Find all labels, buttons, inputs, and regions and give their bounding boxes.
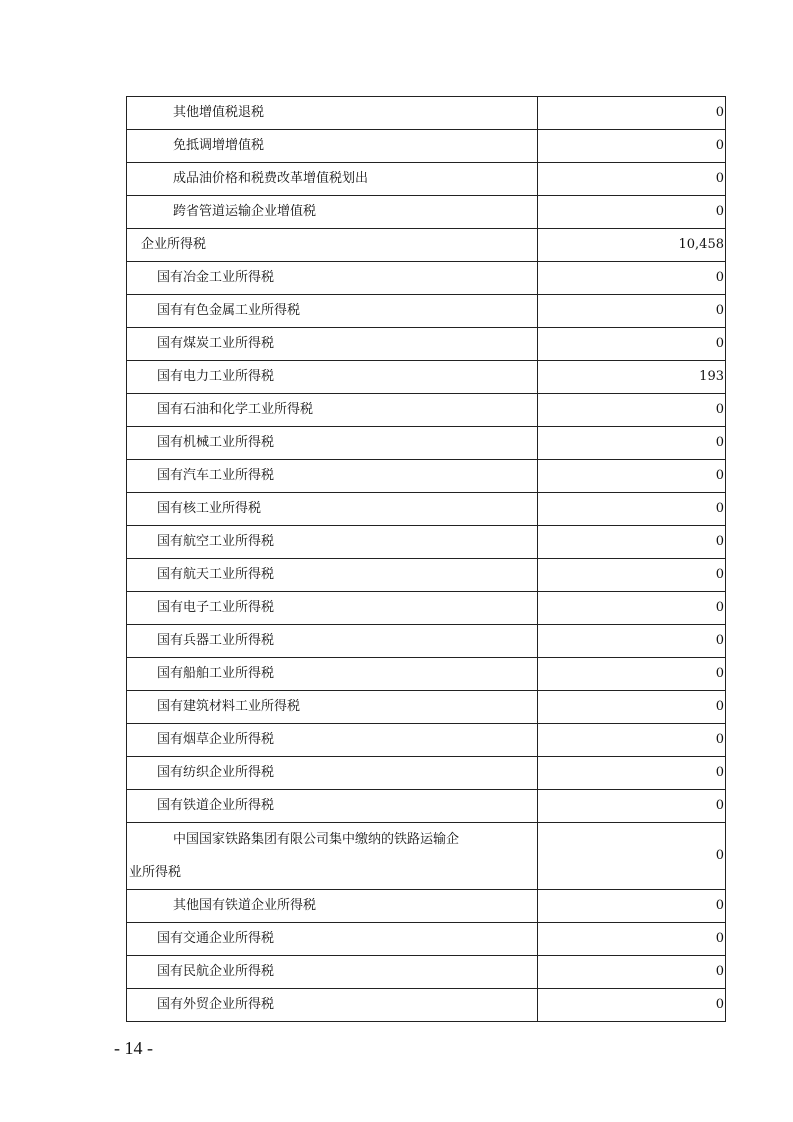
row-value: 0 <box>715 848 724 863</box>
row-value-cell <box>538 262 726 295</box>
row-value-cell <box>538 658 726 691</box>
row-value-cell <box>538 229 726 262</box>
row-value: 0 <box>715 303 724 318</box>
table-row <box>127 460 726 493</box>
row-value: 0 <box>715 633 724 648</box>
table-row <box>127 328 726 361</box>
table-row <box>127 890 726 923</box>
row-label: 企业所得税 <box>141 237 207 252</box>
row-value: 0 <box>715 898 724 913</box>
row-label-cell <box>127 790 538 823</box>
row-label-cell <box>127 526 538 559</box>
row-value: 0 <box>715 666 724 681</box>
row-label-cell <box>127 196 538 229</box>
row-value-cell <box>538 757 726 790</box>
row-value-cell <box>538 196 726 229</box>
row-value: 0 <box>715 501 724 516</box>
row-label-cell <box>127 229 538 262</box>
row-value-cell <box>538 559 726 592</box>
table-row <box>127 790 726 823</box>
table-row <box>127 989 726 1022</box>
row-value-cell <box>538 890 726 923</box>
row-label-cell <box>127 163 538 196</box>
row-label: 国有冶金工业所得税 <box>157 270 275 285</box>
row-label: 国有汽车工业所得税 <box>157 468 275 483</box>
row-value-cell <box>538 724 726 757</box>
row-label-cell <box>127 923 538 956</box>
row-value: 0 <box>715 699 724 714</box>
table-row <box>127 97 726 130</box>
row-label: 国有航空工业所得税 <box>157 534 275 549</box>
row-label-cell <box>127 658 538 691</box>
row-label: 国有电力工业所得税 <box>157 369 275 384</box>
row-label-cell <box>127 625 538 658</box>
row-label-cell <box>127 97 538 130</box>
budget-table <box>126 96 726 1022</box>
row-label-line1: 中国国家铁路集团有限公司集中缴纳的铁路运输企 <box>173 832 460 847</box>
row-value-cell <box>538 427 726 460</box>
row-value-cell <box>538 823 726 890</box>
table-row <box>127 658 726 691</box>
row-label: 国有兵器工业所得税 <box>157 633 275 648</box>
row-value-cell <box>538 790 726 823</box>
row-value: 0 <box>715 964 724 979</box>
row-label: 成品油价格和税费改革增值税划出 <box>173 171 369 186</box>
row-label-cell <box>127 460 538 493</box>
row-label: 其他增值税退税 <box>173 105 265 120</box>
row-label-cell <box>127 130 538 163</box>
row-label: 国有铁道企业所得税 <box>157 798 275 813</box>
table-row <box>127 956 726 989</box>
row-label: 国有航天工业所得税 <box>157 567 275 582</box>
table-row <box>127 394 726 427</box>
table-row <box>127 295 726 328</box>
row-value: 0 <box>715 336 724 351</box>
row-label-cell <box>127 427 538 460</box>
row-value: 0 <box>715 105 724 120</box>
table-row <box>127 625 726 658</box>
table-row <box>127 923 726 956</box>
row-label-cell <box>127 262 538 295</box>
row-label: 跨省管道运输企业增值税 <box>173 204 317 219</box>
row-value: 0 <box>715 798 724 813</box>
row-label-cell <box>127 757 538 790</box>
row-label: 免抵调增增值税 <box>173 138 265 153</box>
table-row <box>127 262 726 295</box>
row-label: 国有民航企业所得税 <box>157 964 275 979</box>
row-value: 0 <box>715 765 724 780</box>
row-label-cell <box>127 394 538 427</box>
row-value-cell <box>538 526 726 559</box>
row-label: 国有烟草企业所得税 <box>157 732 275 747</box>
row-label-cell <box>127 295 538 328</box>
table-row <box>127 196 726 229</box>
row-value: 193 <box>699 369 724 384</box>
row-value-cell <box>538 923 726 956</box>
row-label-cell <box>127 493 538 526</box>
row-value-cell <box>538 163 726 196</box>
row-label-cell <box>127 890 538 923</box>
table-row <box>127 130 726 163</box>
row-value: 0 <box>715 204 724 219</box>
row-value: 0 <box>715 468 724 483</box>
row-label: 国有机械工业所得税 <box>157 435 275 450</box>
table-row <box>127 526 726 559</box>
row-value: 0 <box>715 138 724 153</box>
row-label: 国有核工业所得税 <box>157 501 262 516</box>
row-value: 0 <box>715 270 724 285</box>
row-label-cell <box>127 361 538 394</box>
row-value: 0 <box>715 534 724 549</box>
row-value: 0 <box>715 171 724 186</box>
row-label-cell <box>127 989 538 1022</box>
row-label: 国有煤炭工业所得税 <box>157 336 275 351</box>
table-row <box>127 757 726 790</box>
row-value-cell <box>538 328 726 361</box>
row-value: 0 <box>715 931 724 946</box>
row-value-cell <box>538 130 726 163</box>
row-label: 国有电子工业所得税 <box>157 600 275 615</box>
table-row <box>127 691 726 724</box>
row-label-line2: 业所得税 <box>129 865 182 880</box>
row-value: 10,458 <box>678 237 724 252</box>
row-value: 0 <box>715 600 724 615</box>
row-label: 国有交通企业所得税 <box>157 931 275 946</box>
table-row <box>127 592 726 625</box>
table-row <box>127 559 726 592</box>
row-label-cell <box>127 328 538 361</box>
row-label-cell <box>127 592 538 625</box>
row-label: 国有石油和化学工业所得税 <box>157 402 314 417</box>
table-row <box>127 493 726 526</box>
row-label-cell <box>127 724 538 757</box>
row-label: 国有纺织企业所得税 <box>157 765 275 780</box>
row-label: 国有船舶工业所得税 <box>157 666 275 681</box>
row-value-cell <box>538 97 726 130</box>
row-value-cell <box>538 493 726 526</box>
page-number: - 14 - <box>114 1038 153 1058</box>
row-value-cell <box>538 625 726 658</box>
table-body <box>127 97 726 1022</box>
row-value: 0 <box>715 997 724 1012</box>
table-row <box>127 361 726 394</box>
table-row <box>127 823 726 890</box>
table-row <box>127 427 726 460</box>
row-value-cell <box>538 592 726 625</box>
row-value-cell <box>538 295 726 328</box>
row-value-cell <box>538 361 726 394</box>
row-value: 0 <box>715 732 724 747</box>
row-value-cell <box>538 956 726 989</box>
table-row <box>127 724 726 757</box>
row-value-cell <box>538 989 726 1022</box>
row-label-cell <box>127 691 538 724</box>
row-label-cell <box>127 823 538 890</box>
table-row <box>127 163 726 196</box>
row-label: 其他国有铁道企业所得税 <box>173 898 317 913</box>
table-row <box>127 229 726 262</box>
row-value: 0 <box>715 435 724 450</box>
row-label: 国有有色金属工业所得税 <box>157 303 301 318</box>
row-label-cell <box>127 956 538 989</box>
row-label: 国有外贸企业所得税 <box>157 997 275 1012</box>
row-value: 0 <box>715 402 724 417</box>
row-value-cell <box>538 691 726 724</box>
row-value-cell <box>538 394 726 427</box>
row-label-cell <box>127 559 538 592</box>
row-label: 国有建筑材料工业所得税 <box>157 699 301 714</box>
row-value: 0 <box>715 567 724 582</box>
row-value-cell <box>538 460 726 493</box>
